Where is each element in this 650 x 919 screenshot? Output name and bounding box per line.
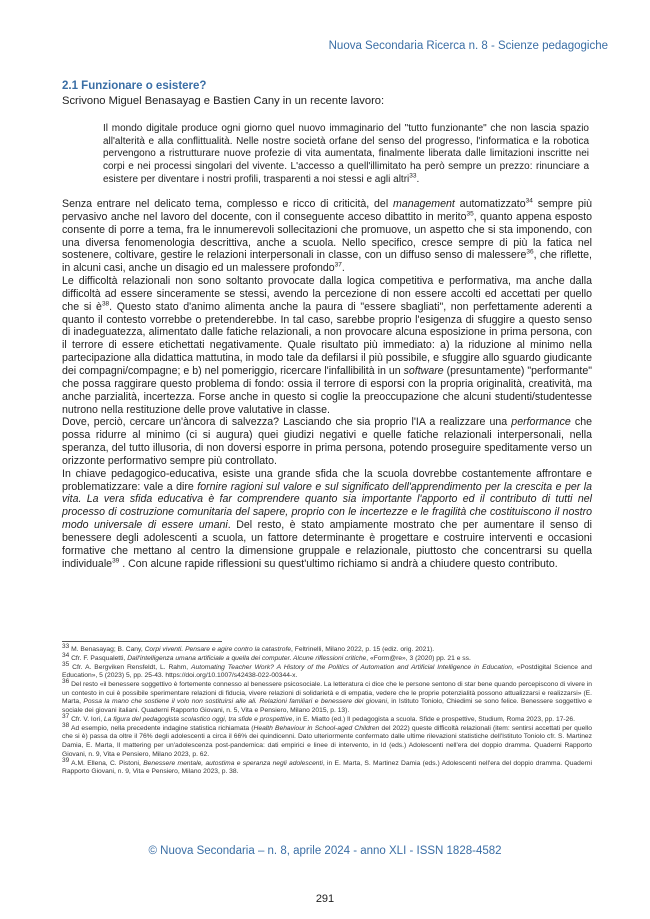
- footnote-text: Cfr. A. Bergviken Rensfeldt, L. Rahm,: [69, 663, 192, 671]
- footnote-title: Health Behaviour in School-aged Children: [253, 724, 380, 732]
- text-run: sempre più pervasivo anche nel lavoro del docente, con il conseguente acceso dibattito in merito: [62, 198, 592, 223]
- footnote-ref[interactable]: 35: [466, 210, 474, 218]
- footnote-text: , «Postdigital Science and Education», 5 (2023) 5, pp. 25-43. https://doi.org/10.1007/s42438-022-00344-x.: [62, 663, 592, 680]
- footnote-text: Del resto «il benessere soggettivo è fortemente connesso al benessere psicosociale. La letteratura ci dice che le persone sentono di star bene quando percepiscono di vivere in un contesto in cui è possibile sperimentare relazioni di fiducia, vivere relazioni di solidarietà e di empatia, vedere che le proprie potenzialità possono attualizzarsi e realizzarsi» (E. Marta,: [62, 681, 592, 706]
- footnote-text: , in E. Marta, S. Martinez Damia (eds.) Adolescenti nell'era del doppio dramma. Quaderni Rapporto Giovani, n. 9, Vita e Pensiero, Milano 2023, p. 38.: [62, 759, 592, 776]
- text-run: , quanto appena esposto consente di porre a tema, fra le innumerevoli sollecitazioni che promuove, un aspetto che si sta imponendo, con una diversa fenomenologia descrittiva, anche a scuola. Nello specifico, cresce sempre di più la fatica nel sostenere, coltivare, gestire le relazioni interpersonali in classe, con un diffuso senso di malessere: [62, 210, 592, 262]
- footnote-text: Ad esempio, nella precedente indagine statistica richiamata (: [69, 724, 254, 732]
- text-run: . Questo stato d'animo alimenta anche la paura di "essere sbagliati", non perfettamente aderenti a quanto il contesto vorrebbe o pretenderebbe. In tal caso, sarebbe proprio l'esigenza di sfuggire a questo senso di inadeguatezza, alimentato dalle fatiche relazionali, a non provocare alcuna esposizione in prima persona, con il terrore di essere etichettati negativamente. Quale risultato più immediato: a) la riduzione al minimo nella partecipazione alla didattica mattutina, in modo tale da defilarsi il più possibile, e sfuggire allo sguardo giudicante dei compagni/compagne; e b) nel pomeriggio, ricercare l'infallibilità in un: [62, 300, 592, 377]
- footnote-ref[interactable]: 36: [526, 248, 534, 256]
- footnote-number: 37: [62, 712, 70, 720]
- text-run: In chiave pedagogico-educativa, esiste una grande sfida che la scuola dovrebbe costantemente affrontare e problematizzare: vale a dire: [62, 467, 592, 493]
- footnote: [62, 756, 592, 777]
- text-run-italic: fornire ragioni sul valore e sul significato dell'apprendimento per la crescita e per la vita. La vera sfida educativa è far comprendere quanto sia importante l'apporto ed il contributo di tutti nel processo di costruzione comunitaria del sapere, proprio con le incertezze e le fragilità che costituiscono il nostro modo universale di essere umani: [62, 480, 592, 532]
- paragraph: [62, 275, 592, 416]
- text-run: Le difficoltà relazionali non sono soltanto provocate dalla logica competitiva e performativa, ma anche dalla difficoltà ad essere sinceramente se stessi, avendo la percezione di non essere accolti ed accettati per quello che si è: [62, 275, 592, 313]
- footnote: [62, 642, 592, 655]
- footnote: [62, 712, 592, 725]
- footnote-text: , Feltrinelli, Milano 2022, p. 15 (ediz. orig. 2021).: [291, 646, 435, 653]
- footnotes: [62, 642, 593, 777]
- footnote-ref[interactable]: 34: [525, 197, 533, 205]
- footnote-ref[interactable]: 33: [409, 172, 417, 180]
- footnote-divider: [62, 641, 222, 642]
- footnote-number: 38: [62, 721, 70, 729]
- footnote-title: La figura del pedagogista scolastico oggi, tra sfide e prospettive: [103, 715, 293, 723]
- footnote: [62, 678, 593, 715]
- text-run: Senza entrare nel delicato tema, complesso e ricco di criticità, del: [62, 198, 394, 210]
- footnote-text: M. Benasayag; B. Cany,: [69, 646, 145, 653]
- footnote-number: 35: [62, 660, 70, 668]
- text-run: , che riflette, in alcuni casi, anche un disagio ed un malessere profondo: [62, 249, 592, 275]
- text-run: . Del resto, è stato ampiamente mostrato che per aumentare il senso di benessere degli adolescenti a scuola, un fattore determinante è progettare e costruire interventi e occasioni formative che mettano al centro la dimensione gruppale e relazionale, piuttosto che concentrarsi su quella individuale: [62, 519, 592, 570]
- footnote-title: Automating Teacher Work? A History of the Politics of Automation and Artificial Intelligence in Education: [191, 663, 512, 671]
- footnote-ref[interactable]: 38: [101, 300, 110, 308]
- page-number: 291: [315, 893, 335, 905]
- text-run: (presuntamente) "performante" che possa raggirare questo problema di fondo: ossia il terrore di esporsi con la propria originalità, creatività, ma anche parzialità, incertezza. Forse anche in questo si coglie la preoccupazione che alcuni studenti/studentesse nutrono nella restituzione delle prove valutative in classe.: [62, 364, 592, 416]
- footnote-ref[interactable]: 37: [334, 261, 342, 269]
- footnote-number: 34: [62, 651, 70, 659]
- paragraph: [62, 416, 592, 467]
- intro-line: Scrivono Miguel Benasayag e Bastien Cany in un recente lavoro:: [62, 95, 385, 107]
- footnote: [62, 651, 592, 664]
- text-run-italic: performance: [511, 416, 571, 429]
- footnote-text: , in E. Miatto (ed.) Il pedagogista a scuola. Sfide e prospettive, Studium, Roma 2023, pp. 17-26.: [292, 715, 575, 723]
- text-run-italic: management: [393, 198, 455, 210]
- section-title: 2.1 Funzionare o esistere?: [62, 80, 207, 92]
- quote-text: Il mondo digitale produce ogni giorno quel nuovo immaginario del "tutto funzionante" che non lascia spazio all'alterità e alla conflittualità. Nelle nostre società orfane del senso del progresso, l'informatica e la robotica pervengono a ristrutturare nuove profezie di vita aumentata, finalmente liberata dalle limitazioni inscritte nei corpi e nei processi singolari del vivente. L'accesso a quell'illimitato ha però sempre un prezzo: rinunciare a esistere per diventare i nostri profili, trasparenti a noi stessi e agli altri: [103, 123, 589, 185]
- footnote-number: 39: [62, 756, 70, 764]
- running-header: Nuova Secondaria Ricerca n. 8 - Scienze pedagogiche: [328, 40, 608, 52]
- paragraph: [62, 198, 592, 275]
- footnote-text: del 2022) queste difficoltà relazionali (item: sentirsi accettati per quello che si è) passa da oltre il 76% degli adolescenti a circa il 66% dei quindicenni. Dato ulteriormente confermato dalle ultime rilevazioni statistiche dell'Istituto Toniolo cfr. S. Martinez Damia, E. Marta, Il mattering per un'adolescenza post-pandemica: dati empirici e linee di intervento, in Id (eds.) Adolescenti nell'era del doppio dramma. Quaderni Rapporto Giovani, n. 9, Vita e Pensiero, Milano 2023, p. 62.: [62, 724, 592, 758]
- footnote-text: , «Form@re», 3 (2020) pp. 21 e ss.: [366, 654, 471, 662]
- footnote-text: Cfr. V. Iori,: [69, 715, 104, 723]
- footnote-text: A.M. Ellena, C. Pistoni,: [69, 759, 144, 767]
- page-footer: © Nuova Secondaria – n. 8, aprile 2024 - anno XLI - ISSN 1828-4582: [148, 845, 502, 857]
- footnote-title: Benessere mentale, autostima e speranza negli adolescenti: [143, 759, 323, 767]
- footnote-text: Cfr. F. Pasqualetti,: [69, 654, 128, 662]
- paragraph: [62, 468, 592, 571]
- text-run-italic: software: [403, 364, 444, 377]
- footnote-ref[interactable]: 39: [112, 557, 120, 565]
- footnote: [62, 721, 592, 759]
- text-run: Dove, perciò, cercare un'àncora di salvezza? Lasciando che sia proprio l'IA a realizzare una: [62, 416, 512, 429]
- footnote-title: Dall'intelligenza umana artificiale a quella dei computer. Alcune riflessioni critiche: [127, 654, 367, 662]
- footnote-number: 36: [62, 678, 70, 686]
- footnote-title: Possa la mano che sostiene il volo non sostituirsi alle ali. Relazioni familiari e benessere dei giovani: [83, 698, 387, 706]
- footnote: [62, 660, 592, 681]
- text-run: . Con alcune rapide riflessioni su quest'ultimo richiamo si andrà a chiudere questo contributo.: [119, 557, 558, 570]
- footnote-text: , in Istituto Toniolo, Chiedimi se sono felice. Benessere soggettivo e sociale dei giovani italiani. Quaderni Rapporto Giovani, n. 5, Vita e Pensiero, Milano 2015, p. 13).: [62, 698, 593, 715]
- footnote-title: Corpi viventi. Pensare e agire contro la catastrofe: [144, 646, 292, 653]
- text-run: automatizzato: [454, 198, 526, 210]
- body-text: [62, 198, 592, 570]
- text-run: .: [341, 262, 345, 275]
- block-quote: Il mondo digitale produce ogni giorno quel nuovo immaginario del "tutto funzionante" che non lascia spazio all'alterità e alla conflittualità. Nelle nostre società orfane del senso del progresso, l'informatica e la robotica pervengono a ristrutturare nuove profezie di vita aumentata, finalmente liberata dalle limitazioni inscritte nei corpi e nei processi singolari del vivente. L'accesso a quell'illimitato ha però sempre un prezzo: rinunciare a esistere per diventare i nostri profili, trasparenti a noi stessi e agli altri$^{33}$.: [103, 123, 589, 185]
- footnote-number: 33: [62, 642, 70, 650]
- text-run: che possa ridurre al minimo (ci si augura) quei giudizi negativi e quelle fatiche relazionali interpersonali, nella speranza, del tutto illusoria, di non doversi esporre in prima persona, potendo proseguire speditamente verso un orizzonte performativo sempre più controllato.: [62, 416, 592, 467]
